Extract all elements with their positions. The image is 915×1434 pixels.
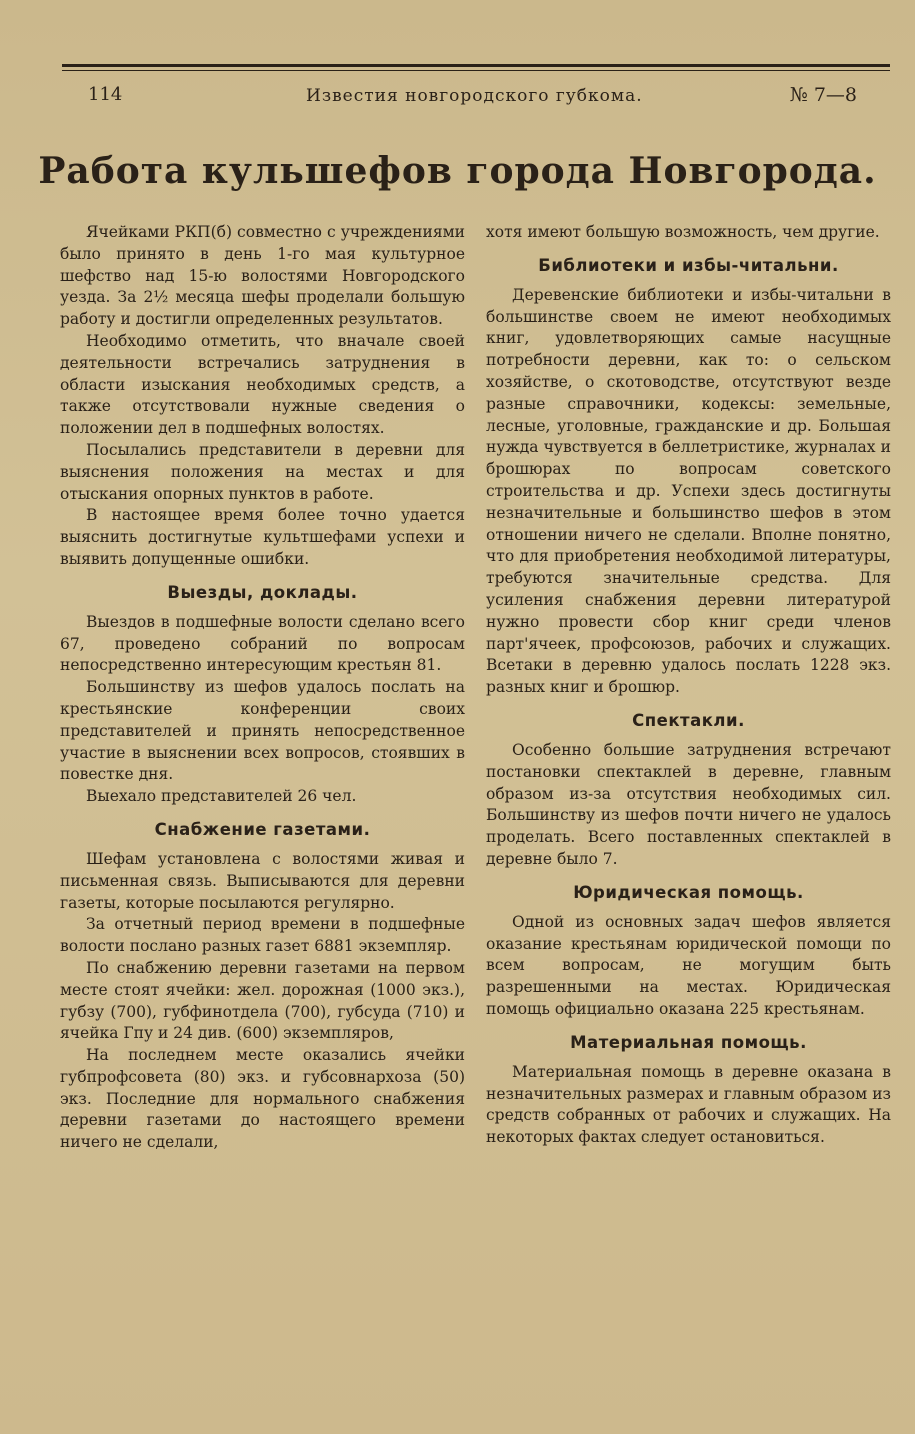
left-column xyxy=(60,222,465,1154)
issue-number: № 7—8 xyxy=(789,84,857,106)
section-heading-trips: Выезды, доклады. xyxy=(167,582,358,602)
paragraph: хотя имеют большую возможность, чем другие. xyxy=(486,223,880,241)
article-title: Работа кульшефов города Новгорода. xyxy=(38,150,877,192)
section-heading-theatre: Спектакли. xyxy=(632,710,745,730)
paragraph: Одной из основных задач шефов является оказание крестьянам юридической помощи по всем вопросам, не могущим быть разрешенными на местах. Юридическая помощь официально оказана 225 крестьянам. xyxy=(486,912,891,1018)
paragraph: На последнем месте оказались ячейки губпрофсовета (80) экз. и губсовнархоза (50) экз. Последние для нормального снабжения деревни газетами до настоящего времени ничего не сделали, xyxy=(60,1046,465,1152)
paragraph: Особенно большие затруднения встречают постановки спектаклей в деревне, главным образом из-за отсутствия необходимых сил. Большинству из шефов почти ничего не удалось проделать. Всего поставленных спектаклей в деревне было 7. xyxy=(486,740,891,868)
running-header xyxy=(88,84,865,114)
paragraph: Деревенские библиотеки и избы-читальни в большинстве своем не имеют необходимых книг, удовлетворяющих самые насущные потребности деревни, как то: о сельском хозяйстве, о скотоводстве, отсутствуют везде разные справочники, кодексы: земельные, лесные, уголовные, гражданские и др. Большая нужда чувствуется в беллетристике, журналах и брошюрах по вопросам советского строительства и др. Успехи здесь достигнуты незначительные и большинство шефов в этом отношении ничего не сделали. Вполне понятно, что для приобретения необходимой литературы, требуются значительные средства. Для усиления снабжения деревни литературой нужно провести сбор книг среди членов парт'ячеек, профсоюзов, рабочих и служащих. Всетаки в деревню удалось послать 1228 экз. разных книг и брошюр. xyxy=(486,285,891,697)
paragraph: В настоящее время более точно удается выяснить достигнутые культшефами успехи и выявить допущенные ошибки. xyxy=(60,506,465,568)
journal-title: Известия новгородского губкома. xyxy=(306,86,643,106)
paragraph: Шефам установлена с волостями живая и письменная связь. Выписываются для деревни газеты, которые посылаются регулярно. xyxy=(60,849,465,912)
header-rule-thin xyxy=(62,70,890,71)
paragraph: По снабжению деревни газетами на первом месте стоят ячейки: жел. дорожная (1000 экз.), губзу (700), губфинотдела (700), губсуда (710) и ячейка Гпу и 24 див. (600) экземпляров, xyxy=(60,958,465,1043)
paragraph: Выехало представителей 26 чел. xyxy=(86,787,357,806)
section-heading-legal: Юридическая помощь. xyxy=(573,882,804,902)
header-rule-thick xyxy=(62,64,890,67)
paragraph: Посылались представители в деревни для выяснения положения на местах и для отыскания опорных пунктов в работе. xyxy=(60,440,465,503)
section-heading-libraries: Библиотеки и избы-читальни. xyxy=(538,255,839,275)
paragraph: Ячейками РКП(б) совместно с учреждениями было принято в день 1-го мая культурное шефство над 15-ю волостями Новгородского уезда. За 2½ месяца шефы проделали большую работу и достигли определенных результатов. xyxy=(60,223,465,329)
paragraph: Выездов в подшефные волости сделано всего 67, проведено собраний по вопросам непосредственно интересующим крестьян 81. xyxy=(60,612,465,675)
paragraph: За отчетный период времени в подшефные волости послано разных газет 6881 экземпляр. xyxy=(60,915,465,956)
section-heading-newspapers: Снабжение газетами. xyxy=(154,819,371,839)
right-column xyxy=(486,222,891,1149)
paragraph: Большинству из шефов удалось послать на крестьянские конференции своих представителей и принять непосредственное участие в выяснении всех вопросов, стоявших в повестке дня. xyxy=(60,678,465,784)
paragraph: Материальная помощь в деревне оказана в незначительных размерах и главным образом из средств собранных от рабочих и служащих. На некоторых фактах следует остановиться. xyxy=(486,1062,891,1147)
section-heading-material: Материальная помощь. xyxy=(570,1032,807,1052)
page-number: 114 xyxy=(88,84,123,105)
paragraph: Необходимо отметить, что вначале своей деятельности встречались затруднения в области изыскания необходимых средств, а также отсутствовали нужные сведения о положении дел в подшефных волостях. xyxy=(60,331,465,438)
